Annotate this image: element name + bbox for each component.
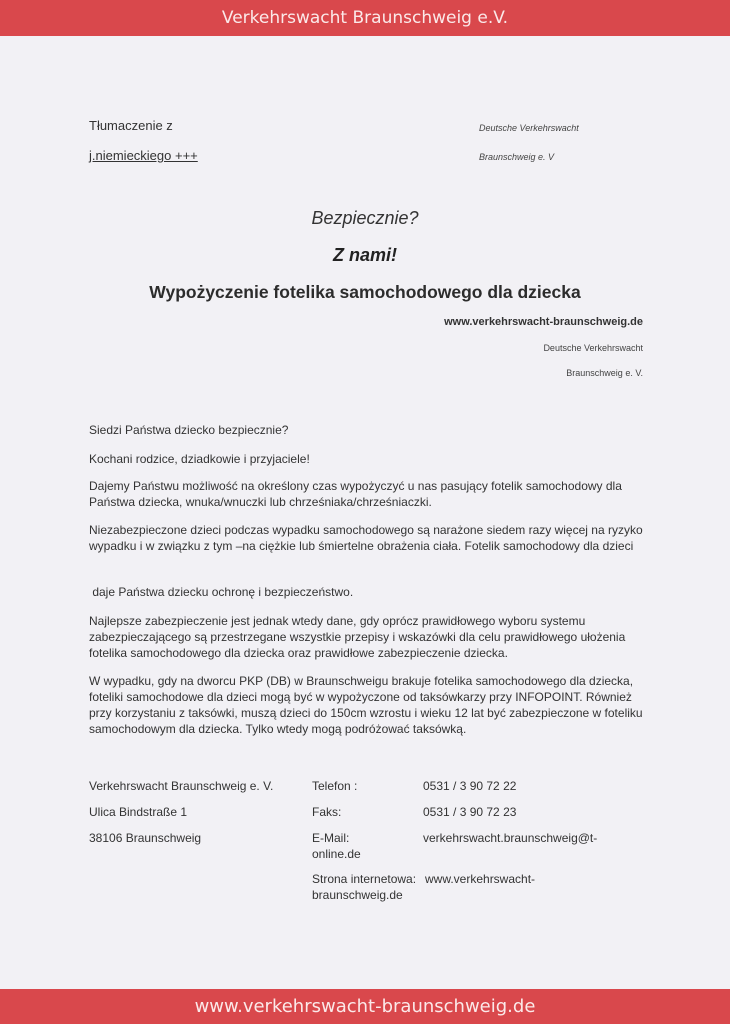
title-question: Bezpiecznie? bbox=[311, 208, 419, 228]
translation-note-line2: j.niemieckiego +++ bbox=[89, 148, 198, 163]
contact-city: 38106 Braunschweig bbox=[89, 831, 202, 845]
web-value-continued[interactable]: braunschweig.de bbox=[312, 888, 403, 902]
org-block-line2: Braunschweig e. V. bbox=[566, 368, 643, 378]
web-label: Strona internetowa: bbox=[312, 872, 417, 886]
paragraph-greeting: Kochani rodzice, dziadkowie i przyjaciele! bbox=[89, 452, 310, 466]
paragraph-best-protection: Najlepsze zabezpieczenie jest jednak wtedy dane, gdy oprócz prawidłowego wyboru systemu zabezpieczającego są przestrzegane wszystkie przepisy i wskazówki dla celu prawidłowego ułożenia fotelika samochodowego dla dziecka oraz prawidłowe zabezpieczenie dziecka. bbox=[89, 614, 626, 660]
website-link[interactable]: www.verkehrswacht-braunschweig.de bbox=[444, 316, 643, 328]
fax-value: 0531 / 3 90 72 23 bbox=[423, 805, 517, 819]
org-block-line1: Deutsche Verkehrswacht bbox=[543, 343, 643, 353]
contact-street: Ulica Bindstraße 1 bbox=[89, 805, 188, 819]
title-answer: Z nami! bbox=[332, 245, 397, 265]
fax-label: Faks: bbox=[312, 805, 342, 819]
paragraph-risk: Niezabezpieczone dzieci podczas wypadku samochodowego są narażone siedem razy więcej na ryzyko wypadku i w związku z tym –na ciężkie lub śmiertelne obrażenia ciała. Fotelik samochodowy dla dzieci bbox=[89, 523, 643, 553]
email-value[interactable]: verkehrswacht.braunschweig@t- bbox=[423, 831, 598, 845]
page-title: Wypożyczenie fotelika samochodowego dla dziecka bbox=[149, 282, 581, 302]
paragraph-offer: Dajemy Państwu możliwość na określony czas wypożyczyć u nas pasujący fotelik samochodowy dla Państwa dziecka, wnuka/wnuczki lub chrześniaka/chrześniaczki. bbox=[89, 479, 622, 509]
paragraph-taxi: W wypadku, gdy na dworcu PKP (DB) w Braunschweigu brakuje fotelika samochodowego dla dziecka, foteliki samochodowe dla dzieci mogą być w wypożyczone od taksówkarzy przy INFOPOINT. Również przy korzystaniu z taksówki, muszą dzieci do 150cm wzrostu i wieku 12 lat być zabezpieczone w foteliku samochodowym dla dziecka. Tylko wtedy mogą podróżować taksówką. bbox=[89, 674, 643, 736]
email-value-continued[interactable]: online.de bbox=[312, 847, 361, 861]
org-header-line1: Deutsche Verkehrswacht bbox=[479, 123, 579, 133]
email-label: E-Mail: bbox=[312, 831, 350, 845]
web-value[interactable]: www.verkehrswacht- bbox=[425, 872, 536, 886]
phone-label: Telefon : bbox=[312, 779, 358, 793]
translation-note-line1: Tłumaczenie z bbox=[89, 118, 173, 133]
org-header-line2: Braunschweig e. V bbox=[479, 152, 555, 162]
paragraph-protection: daje Państwa dziecku ochronę i bezpieczeństwo. bbox=[89, 585, 354, 599]
header-band: Verkehrswacht Braunschweig e.V. bbox=[0, 0, 730, 36]
paragraph-question: Siedzi Państwa dziecko bezpiecznie? bbox=[89, 423, 289, 437]
phone-value: 0531 / 3 90 72 22 bbox=[423, 779, 517, 793]
contact-org-name: Verkehrswacht Braunschweig e. V. bbox=[89, 779, 274, 793]
footer-band: www.verkehrswacht-braunschweig.de bbox=[0, 989, 730, 1024]
